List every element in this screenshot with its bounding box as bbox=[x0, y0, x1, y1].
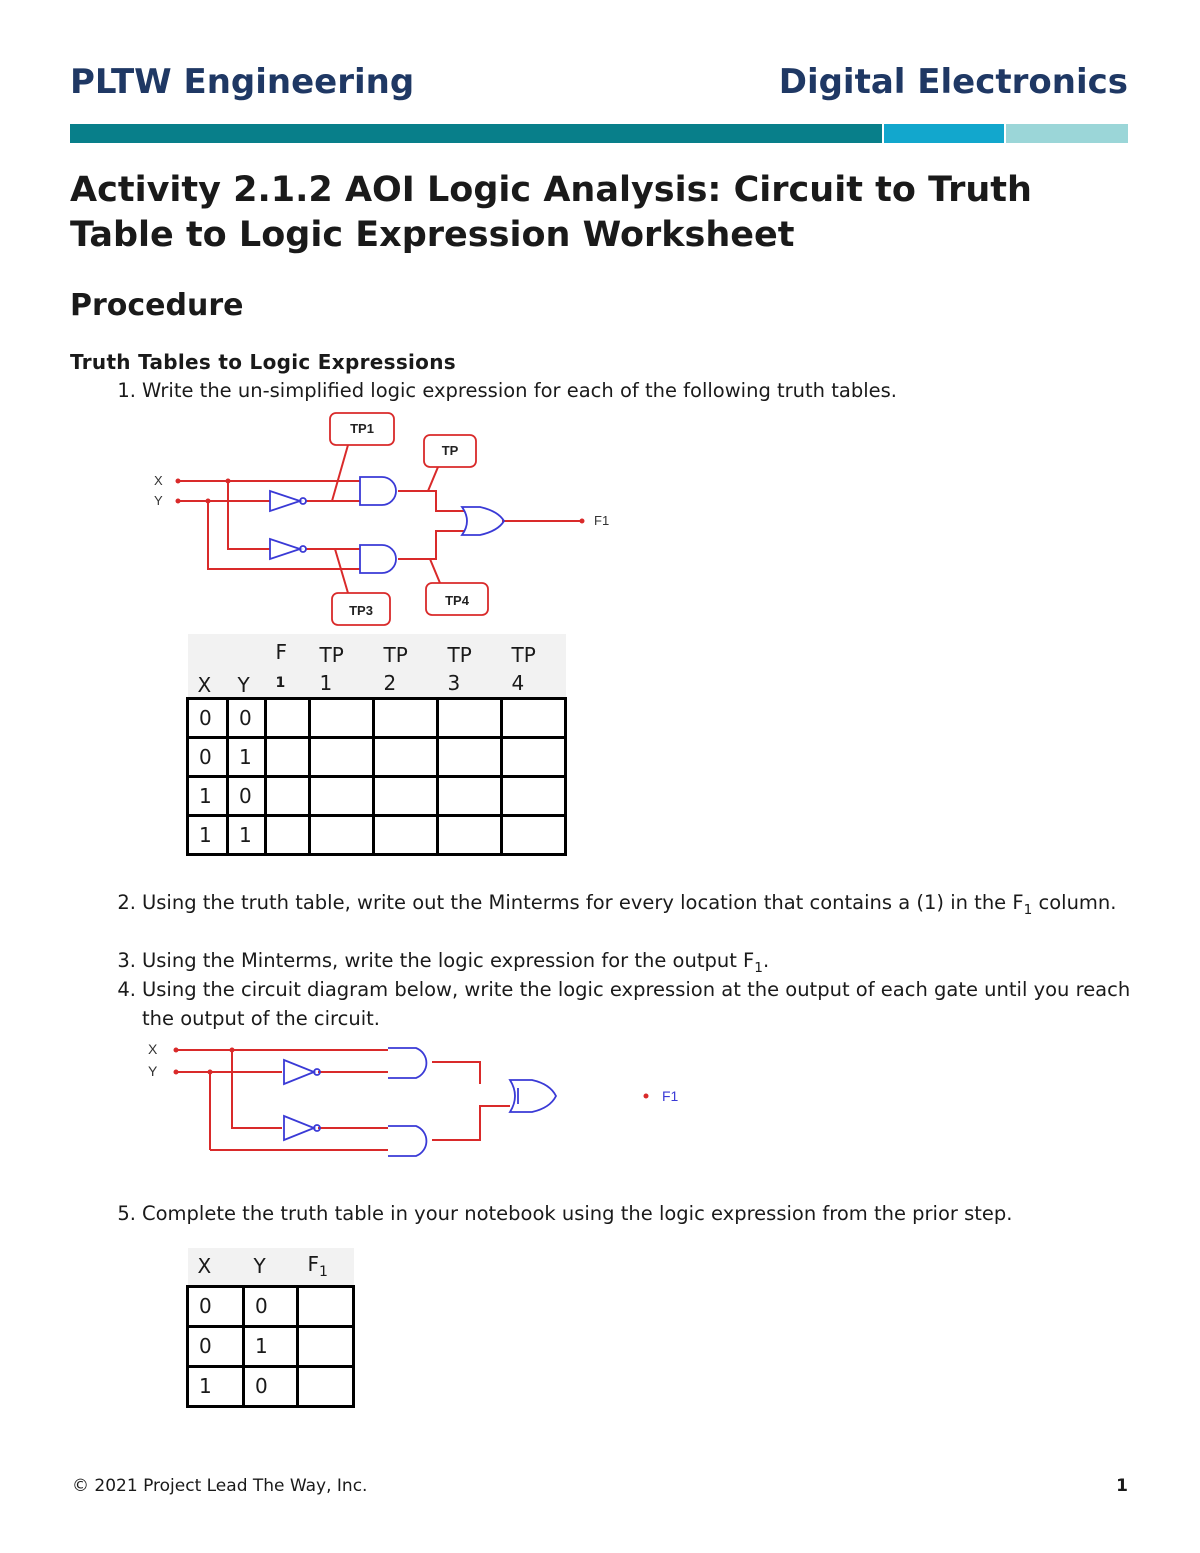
step-text: Using the Minterms, write the logic expression for the output $F_1$. bbox=[142, 949, 770, 976]
wire-and2-out bbox=[398, 531, 465, 559]
wire-x-branch bbox=[232, 1050, 282, 1128]
step-2 bbox=[106, 888, 1146, 946]
tp1-pointer bbox=[332, 445, 348, 501]
cell-f1[interactable] bbox=[298, 1326, 354, 1366]
not-gate-1 bbox=[270, 491, 300, 511]
step-number: 2. bbox=[117, 891, 136, 914]
cell-tp4[interactable] bbox=[502, 815, 566, 854]
cell-y: 0 bbox=[244, 1286, 298, 1326]
table-row bbox=[188, 698, 566, 737]
circuit2-output-f1: F1 bbox=[662, 1088, 679, 1104]
cell-tp2[interactable] bbox=[374, 776, 438, 815]
document-title: Activity 2.1.2 AOI Logic Analysis: Circuit to Truth Table to Logic Expression Worksheet bbox=[70, 170, 1032, 255]
step-number: 3. bbox=[117, 949, 136, 972]
table-row bbox=[188, 815, 566, 854]
cell-tp2[interactable] bbox=[374, 815, 438, 854]
and-gate-1 bbox=[388, 1048, 426, 1078]
tp4-pointer bbox=[430, 559, 440, 583]
wire-and1-out bbox=[398, 491, 465, 511]
step-3 bbox=[106, 946, 1146, 976]
step-number: 5. bbox=[117, 1202, 136, 1225]
cell-tp3[interactable] bbox=[438, 698, 502, 737]
table-row bbox=[188, 1286, 354, 1326]
table-row bbox=[188, 1366, 354, 1406]
header-tp4: TP 4 bbox=[502, 634, 566, 698]
header-tp3: TP 3 bbox=[438, 634, 502, 698]
not-gate-1 bbox=[284, 1060, 314, 1084]
cell-x: 1 bbox=[188, 1366, 244, 1406]
cell-x: 0 bbox=[188, 1286, 244, 1326]
cell-y: 1 bbox=[228, 737, 266, 776]
cell-y: 0 bbox=[228, 776, 266, 815]
cell-y: 0 bbox=[228, 698, 266, 737]
header-bar-segment-1 bbox=[70, 124, 882, 143]
cell-f1[interactable] bbox=[298, 1286, 354, 1326]
header-tp2: TP 2 bbox=[374, 634, 438, 698]
cell-f1[interactable] bbox=[266, 737, 310, 776]
cell-f1[interactable] bbox=[266, 815, 310, 854]
tp-label: TP bbox=[441, 443, 459, 458]
tp1-label: TP1 bbox=[350, 421, 374, 436]
truth-table-2 bbox=[186, 1248, 355, 1408]
or-gate bbox=[462, 507, 504, 535]
or-gate bbox=[510, 1080, 556, 1112]
wire-and1-out bbox=[432, 1062, 480, 1084]
header-x: X bbox=[188, 1248, 244, 1286]
and-gate-2 bbox=[388, 1126, 426, 1156]
cell-tp3[interactable] bbox=[438, 737, 502, 776]
cell-f1[interactable] bbox=[266, 698, 310, 737]
wire-and2-out bbox=[432, 1106, 510, 1140]
cell-tp3[interactable] bbox=[438, 815, 502, 854]
step-text: Complete the truth table in your notebook using the logic expression from the prior step. bbox=[142, 1202, 1013, 1225]
truth-table-1 bbox=[186, 634, 567, 856]
step-4 bbox=[106, 975, 1146, 1033]
subsection-heading: Truth Tables to Logic Expressions bbox=[70, 350, 456, 374]
header-bar-segment-3 bbox=[1006, 124, 1128, 143]
header-tp1: TP 1 bbox=[310, 634, 374, 698]
header-bar-segment-2 bbox=[884, 124, 1004, 143]
cell-tp1[interactable] bbox=[310, 815, 374, 854]
cell-tp1[interactable] bbox=[310, 776, 374, 815]
cell-x: 1 bbox=[188, 776, 228, 815]
step-1 bbox=[106, 376, 1146, 406]
not-gate-2 bbox=[270, 539, 300, 559]
cell-x: 0 bbox=[188, 1326, 244, 1366]
wire-x-branch bbox=[228, 481, 270, 549]
cell-tp3[interactable] bbox=[438, 776, 502, 815]
circuit-diagram-1 bbox=[140, 405, 640, 630]
and-gate-2 bbox=[360, 545, 396, 573]
step-number: 4. bbox=[117, 978, 136, 1001]
cell-y: 1 bbox=[244, 1326, 298, 1366]
header-f1: F 1 bbox=[266, 634, 310, 698]
circuit2-input-x: X bbox=[148, 1041, 158, 1057]
circuit1-input-x: X bbox=[154, 473, 163, 488]
circuit1-output-f1: F1 bbox=[594, 513, 610, 528]
cell-tp1[interactable] bbox=[310, 698, 374, 737]
and-gate-1 bbox=[360, 477, 396, 505]
not-gate-2 bbox=[284, 1116, 314, 1140]
header-y: Y bbox=[228, 634, 266, 698]
tp-pointer bbox=[428, 467, 438, 491]
cell-x: 0 bbox=[188, 698, 228, 737]
cell-f1[interactable] bbox=[298, 1366, 354, 1406]
header-y: Y bbox=[244, 1248, 298, 1286]
header-x: X bbox=[188, 634, 228, 698]
table-row bbox=[188, 737, 566, 776]
table-row bbox=[188, 776, 566, 815]
circuit1-input-y: Y bbox=[154, 493, 163, 508]
cell-y: 0 bbox=[244, 1366, 298, 1406]
circuit-diagram-2 bbox=[140, 1038, 700, 1163]
cell-f1[interactable] bbox=[266, 776, 310, 815]
step-text: Using the circuit diagram below, write the logic expression at the output of each gate until you reach the output of the circuit. bbox=[142, 978, 1131, 1030]
step-5 bbox=[106, 1199, 1146, 1229]
step-number: 1. bbox=[117, 379, 136, 402]
tp3-label: TP3 bbox=[349, 603, 373, 618]
header-left-title: PLTW Engineering bbox=[70, 62, 415, 102]
step-text: Write the un-simplified logic expression for each of the following truth tables. bbox=[142, 379, 897, 402]
cell-tp4[interactable] bbox=[502, 737, 566, 776]
header-f1: $F_1$ bbox=[298, 1248, 354, 1286]
cell-x: 0 bbox=[188, 737, 228, 776]
cell-y: 1 bbox=[228, 815, 266, 854]
table-header-row bbox=[188, 1248, 354, 1286]
copyright-footer: © 2021 Project Lead The Way, Inc. bbox=[72, 1476, 368, 1496]
table-header-row bbox=[188, 634, 566, 698]
cell-tp2[interactable] bbox=[374, 698, 438, 737]
cell-tp2[interactable] bbox=[374, 737, 438, 776]
tp4-label: TP4 bbox=[445, 593, 469, 608]
step-text: Using the truth table, write out the Minterms for every location that contains a (1) in the $F_1$ column. bbox=[142, 891, 1117, 918]
circuit2-input-y: Y bbox=[148, 1063, 158, 1079]
header-right-title: Digital Electronics bbox=[778, 62, 1128, 102]
cell-tp1[interactable] bbox=[310, 737, 374, 776]
page-number: 1 bbox=[1116, 1476, 1128, 1496]
cell-tp4[interactable] bbox=[502, 776, 566, 815]
section-heading: Procedure bbox=[70, 288, 244, 323]
cell-x: 1 bbox=[188, 815, 228, 854]
cell-tp4[interactable] bbox=[502, 698, 566, 737]
table-row bbox=[188, 1326, 354, 1366]
tp3-pointer bbox=[335, 549, 348, 593]
